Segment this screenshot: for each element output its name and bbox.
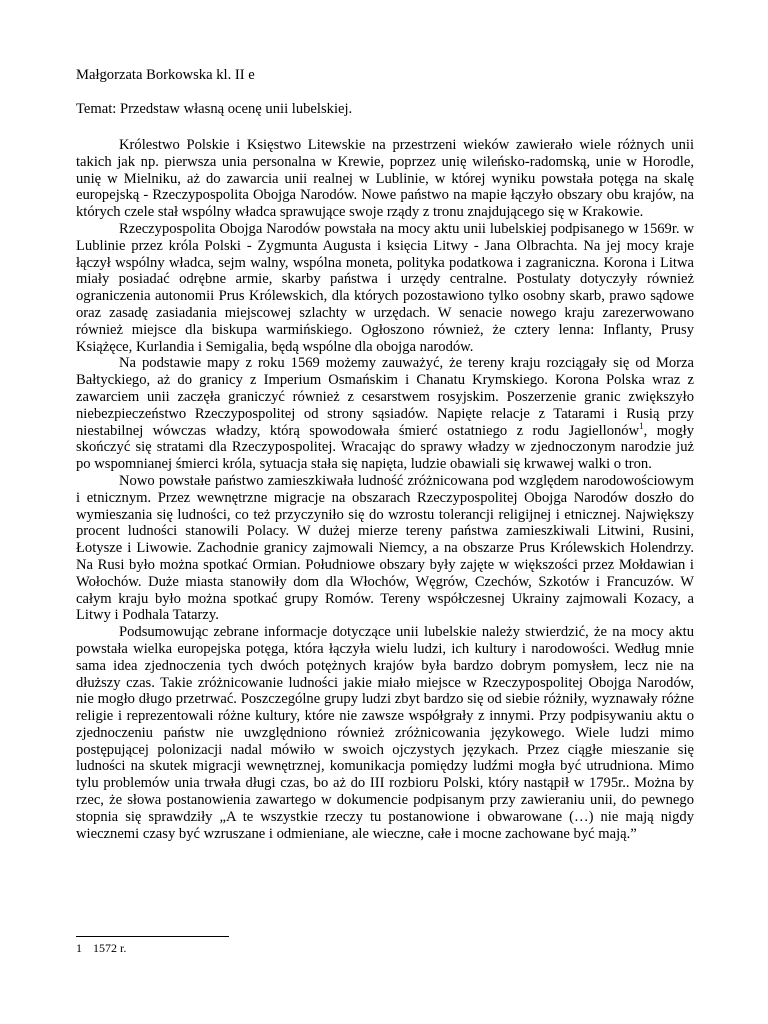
- essay-body: [76, 137, 694, 842]
- footnote: [76, 941, 126, 955]
- footnote-text: 1572 r.: [93, 941, 127, 955]
- paragraph-3-text-after: , mogły skończyć się stratami dla Rzeczypospolitej. Wracając do sprawy władzy w zjednoczonym narodzie już po wspomnianej śmierci króla, sytuacja stała się napięta, ludzie obawiali się krwawej walki o tron.: [76, 422, 694, 473]
- author-line: Małgorzata Borkowska kl. II e: [76, 67, 255, 83]
- footnote-number: 1: [76, 941, 82, 955]
- paragraph-5: Podsumowując zebrane informacje dotyczące unii lubelskie należy stwierdzić, że na mocy aktu powstała wielka europejska potęga, która łączyła wielu ludzi, ich kultury i narodowości. Według mnie sama idea zjednoczenia tych dwóch potężnych krajów była bardzo dobrym pomysłem, lecz nie na dłuższy czas. Takie zróżnicowanie ludności jakie miało miejsce w Rzeczypospolitej Obojga Narodów, nie mogło długo przetrwać. Poszczególne grupy ludzi zbyt bardzo się od siebie różniły, wyznawały różne religie i reprezentowali różne kultury, które nie zawsze współgrały z innymi. Przy podpisywaniu aktu o zjednoczeniu państw nie uwzględniono również zróżnicowania językowego. Wiele ludzi mimo postępującej polonizacji nadal mówiło w swoich ojczystych językach. Przez ciągłe mieszanie się ludności na skutek migracji wewnętrznej, komunikacja pomiędzy ludźmi mogła być utrudniona. Mimo tylu problemów unia trwała długi czas, bo aż do III rozbioru Polski, który nastąpił w 1795r.. Można by rzec, że słowa postanowienia zawartego w dokumencie podpisanym przy zawieraniu unii, do pewnego stopnia się sprawdziły „A te wszystkie rzeczy tu postanowione i obwarowane (…) nie mają nigdy wiecznemi czasy być wzruszane i odmieniane, ale wieczne, całe i mocne zachowane być mają.”: [76, 624, 694, 842]
- footnote-separator: [76, 936, 229, 937]
- paragraph-2: Rzeczypospolita Obojga Narodów powstała na mocy aktu unii lubelskiej podpisanego w 1569r. w Lublinie przez króla Polski - Zygmunta Augusta i księcia Litwy - Jana Olbrachta. Na jej mocy kraje łączył wspólny władca, sejm walny, wspólna moneta, polityka podatkowa i zagraniczna. Korona i Litwa miały posiadać odrębne armie, skarby państwa i urzędy centralne. Postulaty dotyczyły również ograniczenia autonomii Prus Królewskich, dla których pozostawiono tylko osobny skarb, prawo sądowe oraz zasadę zasiadania miejscowej szlachty w urzędach. W senacie nowego kraju zarezerwowano również miejsce dla biskupa warmińskiego. Ogłoszono również, że cztery lenna: Inflanty, Prusy Książęce, Kurlandia i Semigalia, będą wspólne dla obojga narodów.: [76, 220, 694, 355]
- paragraph-4: Nowo powstałe państwo zamieszkiwała ludność zróżnicowana pod względem narodowościowym i etnicznym. Przez wewnętrzne migracje na obszarach Rzeczypospolitej Obojga Narodów doszło do wymieszania się ludności, co też przyczyniło się do wzrostu tolerancji religijnej i etnicznej. Największy procent ludności stanowili Polacy. W dużej mierze tereny państwa zamieszkiwali Litwini, Rusini, Łotysze i Liwowie. Zachodnie granicy zajmowali Niemcy, a na obszarze Prus Królewskich Holendrzy. Na Rusi było można spotkać Ormian. Południowe obszary były zajęte w większości przez Mołdawian i Wołochów. Duże miasta stanowiły dom dla Włochów, Węgrów, Czechów, Szkotów i Francuzów. W całym kraju było można spotkać grupy Romów. Tereny współczesnej Ukrainy zajmowali Kozacy, a Litwy i Podhala Tatarzy.: [76, 472, 694, 624]
- paragraph-1: Królestwo Polskie i Księstwo Litewskie na przestrzeni wieków zawierało wiele różnych unii takich jak np. pierwsza unia personalna w Krewie, poprzez unię wileńsko-radomską, unie w Horodle, unię w Mielniku, aż do zawarcia unii realnej w Lublinie, w której wyniku powstała potęga na skalę europejską - Rzeczypospolita Obojga Narodów. Nowe państwo na mapie łączyło obszary obu krajów, na których czele stał wspólny władca sprawujące swoje rządy z tronu znajdującego się w Krakowie.: [76, 137, 694, 221]
- paragraph-3-text-before: Na podstawie mapy z roku 1569 możemy zauważyć, że tereny kraju rozciągały się od Morza Bałtyckiego, aż do granicy z Imperium Osmańskim i Chanatu Krymskiego. Korona Polska wraz z zawarciem unii zaczęła graniczyć również z cesarstwem rosyjskim. Poszerzenie granic zwiększyło niebezpieczeństwo Rzeczypospolitej od strony sąsiadów. Napięte relacje z Tatarami i Rusią przy niestabilnej wówczas władzy, którą spowodowała śmierć ostatniego z rodu Jagiellonów: [76, 355, 694, 439]
- paragraph-3: [76, 355, 694, 473]
- footnote-reference: 1: [639, 420, 644, 431]
- topic-line: Temat: Przedstaw własną ocenę unii lubelskiej.: [76, 101, 353, 117]
